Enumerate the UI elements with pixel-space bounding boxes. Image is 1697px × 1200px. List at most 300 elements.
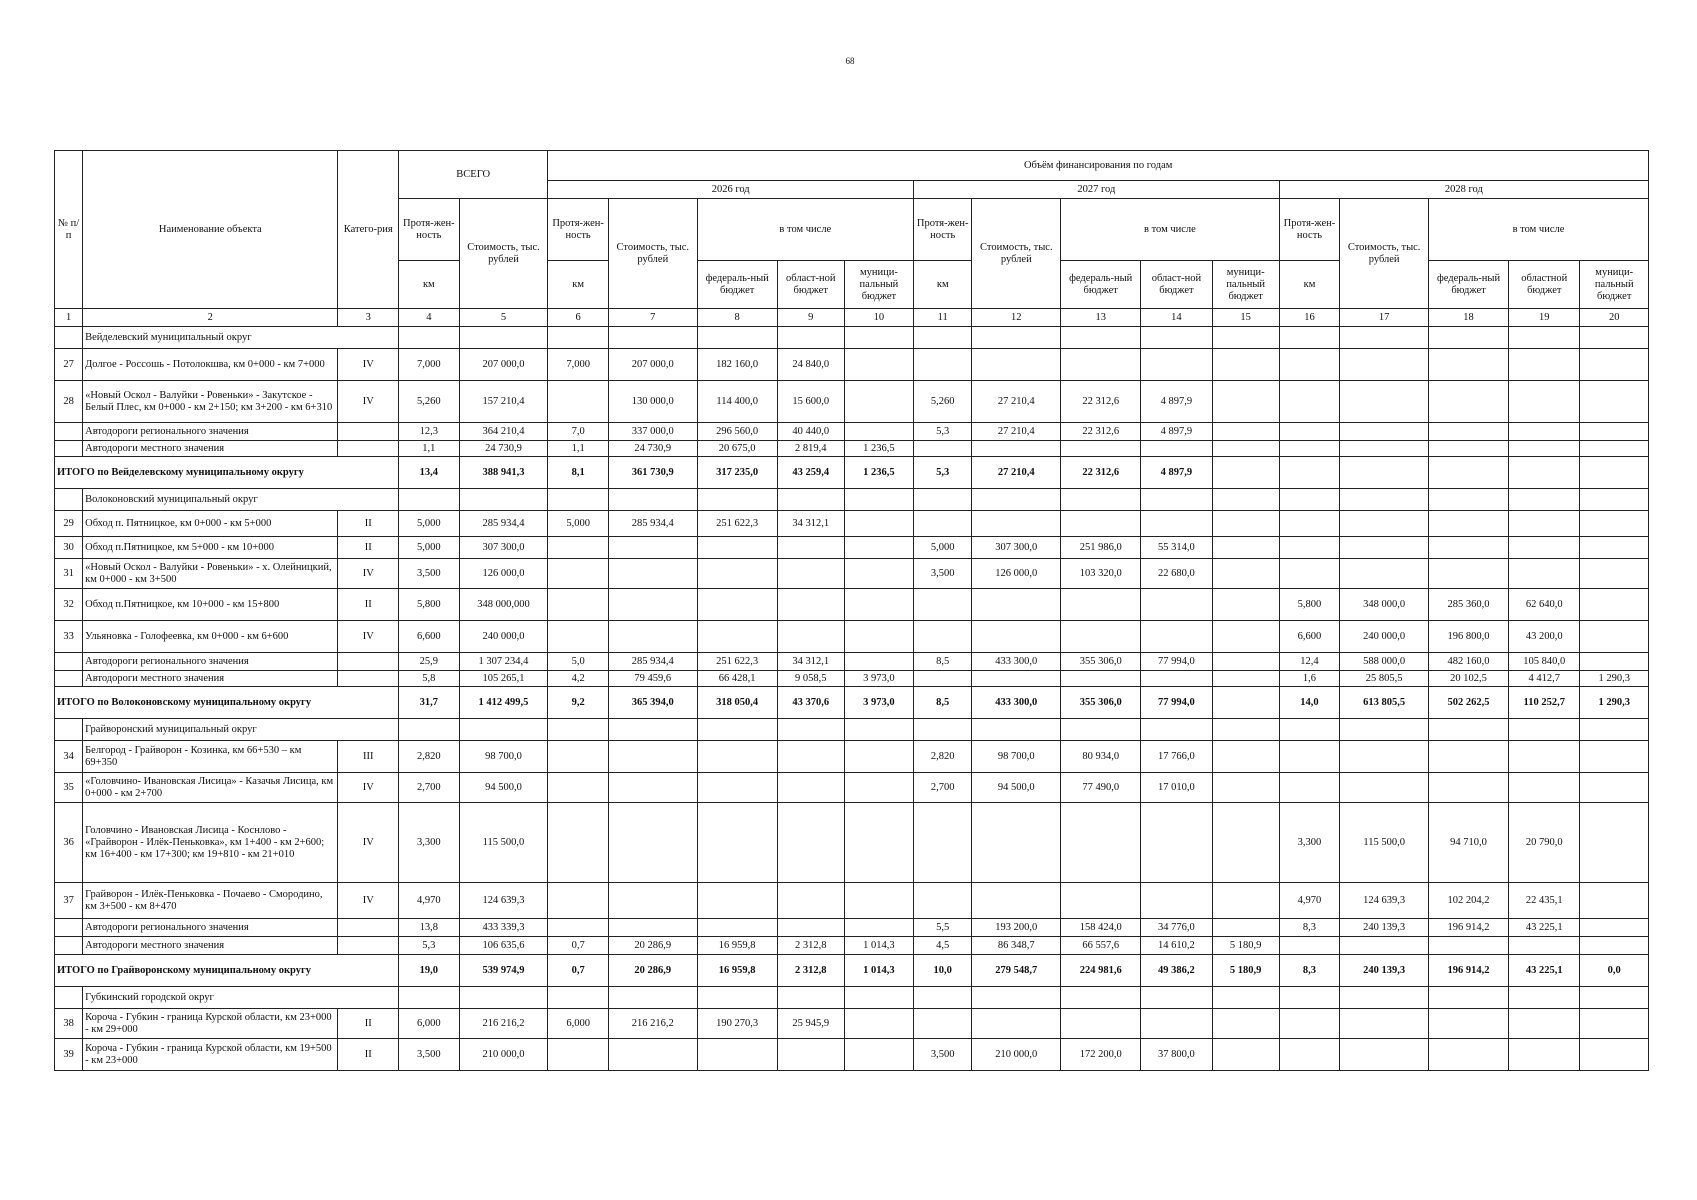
value-cell [1429, 349, 1509, 381]
value-cell [1429, 1039, 1509, 1071]
total-value-cell: 365 394,0 [608, 687, 697, 719]
value-cell [1340, 441, 1429, 457]
value-cell [1212, 741, 1279, 773]
header-km: км [914, 261, 972, 309]
value-cell: 22 680,0 [1141, 559, 1212, 589]
table-row [55, 621, 1649, 653]
header-incl: в том числе [1429, 199, 1649, 261]
value-cell [1429, 423, 1509, 441]
value-cell [972, 441, 1061, 457]
category-cell [338, 937, 399, 955]
value-cell: 3,500 [399, 559, 460, 589]
empty-cell [1279, 327, 1340, 349]
header-no: № п/п [55, 151, 83, 309]
empty-cell [844, 987, 913, 1009]
total-value-cell: 43 259,4 [777, 457, 844, 489]
value-cell [1279, 511, 1340, 537]
empty-cell [914, 987, 972, 1009]
total-value-cell: 16 959,8 [697, 955, 777, 987]
object-name: Автодороги регионального значения [83, 423, 338, 441]
header-cost: Стоимость, тыс. рублей [1340, 199, 1429, 309]
value-cell: 240 139,3 [1340, 919, 1429, 937]
total-value-cell: 4 897,9 [1141, 457, 1212, 489]
value-cell [1141, 349, 1212, 381]
header-length: Протя-жен-ность [548, 199, 609, 261]
value-cell: 1 307 234,4 [459, 653, 548, 671]
value-cell [1279, 441, 1340, 457]
value-cell [548, 381, 609, 423]
empty-cell [844, 719, 913, 741]
value-cell [1429, 537, 1509, 559]
header-length: Протя-жен-ность [399, 199, 460, 261]
table-row [55, 559, 1649, 589]
total-value-cell: 19,0 [399, 955, 460, 987]
value-cell [914, 349, 972, 381]
total-value-cell: 613 805,5 [1340, 687, 1429, 719]
value-cell [608, 621, 697, 653]
object-name: Ульяновка - Голофеевка, км 0+000 - км 6+600 [83, 621, 338, 653]
empty-cell [459, 987, 548, 1009]
total-value-cell: 43 225,1 [1509, 955, 1580, 987]
header-federal: федераль-ный бюджет [697, 261, 777, 309]
value-cell [1212, 671, 1279, 687]
empty-cell [1429, 719, 1509, 741]
row-number [55, 653, 83, 671]
header-funding: Объём финансирования по годам [548, 151, 1649, 181]
total-value-cell: 20 286,9 [608, 955, 697, 987]
value-cell [1340, 511, 1429, 537]
category-cell: II [338, 537, 399, 559]
empty-cell [1141, 489, 1212, 511]
value-cell: 1 014,3 [844, 937, 913, 955]
value-cell: 251 622,3 [697, 653, 777, 671]
header-regional: областной бюджет [1509, 261, 1580, 309]
empty-cell [1429, 489, 1509, 511]
value-cell [777, 741, 844, 773]
value-cell: 25 805,5 [1340, 671, 1429, 687]
value-cell: 2,820 [914, 741, 972, 773]
empty-cell [914, 719, 972, 741]
value-cell [1509, 423, 1580, 441]
value-cell [972, 621, 1061, 653]
value-cell [1212, 511, 1279, 537]
row-number [55, 937, 83, 955]
empty-cell [972, 719, 1061, 741]
value-cell: 2 819,4 [777, 441, 844, 457]
value-cell: 43 225,1 [1509, 919, 1580, 937]
value-cell [1279, 537, 1340, 559]
value-cell [697, 741, 777, 773]
value-cell [914, 883, 972, 919]
column-number: 5 [459, 309, 548, 327]
value-cell [972, 803, 1061, 883]
value-cell [1509, 741, 1580, 773]
value-cell [1509, 349, 1580, 381]
value-cell [1509, 537, 1580, 559]
value-cell [844, 621, 913, 653]
value-cell [1061, 621, 1141, 653]
value-cell: 25,9 [399, 653, 460, 671]
value-cell [777, 919, 844, 937]
value-cell: 66 428,1 [697, 671, 777, 687]
value-cell [844, 741, 913, 773]
value-cell [844, 511, 913, 537]
value-cell: 5,8 [399, 671, 460, 687]
value-cell: 6,000 [548, 1009, 609, 1039]
value-cell: 105 265,1 [459, 671, 548, 687]
object-name: Долгое - Россошь - Потолокшва, км 0+000 - км 7+000 [83, 349, 338, 381]
total-value-cell [1340, 457, 1429, 489]
value-cell: 8,5 [914, 653, 972, 671]
value-cell [1509, 381, 1580, 423]
value-cell: 20 286,9 [608, 937, 697, 955]
total-value-cell: 539 974,9 [459, 955, 548, 987]
header-cost: Стоимость, тыс. рублей [608, 199, 697, 309]
value-cell: 207 000,0 [608, 349, 697, 381]
value-cell [1429, 441, 1509, 457]
value-cell [844, 589, 913, 621]
category-cell [338, 919, 399, 937]
value-cell: 172 200,0 [1061, 1039, 1141, 1071]
value-cell [1061, 441, 1141, 457]
object-name: Грайворон - Илёк-Пеньковка - Почаево - Смородино, км 3+500 - км 8+470 [83, 883, 338, 919]
value-cell: 2 312,8 [777, 937, 844, 955]
total-value-cell: 1 290,3 [1580, 687, 1649, 719]
total-value-cell: 224 981,6 [1061, 955, 1141, 987]
value-cell [1429, 381, 1509, 423]
value-cell: 12,3 [399, 423, 460, 441]
value-cell: 364 210,4 [459, 423, 548, 441]
table-row [55, 423, 1649, 441]
value-cell: 1 236,5 [844, 441, 913, 457]
value-cell: 4,970 [1279, 883, 1340, 919]
value-cell [1212, 559, 1279, 589]
row-number: 31 [55, 559, 83, 589]
empty-cell [608, 719, 697, 741]
column-number: 6 [548, 309, 609, 327]
value-cell [697, 883, 777, 919]
value-cell [1580, 919, 1649, 937]
table-row [55, 883, 1649, 919]
value-cell: 3,300 [399, 803, 460, 883]
empty-cell [55, 987, 83, 1009]
value-cell: 106 635,6 [459, 937, 548, 955]
column-number: 19 [1509, 309, 1580, 327]
section-row [55, 987, 1649, 1009]
value-cell [1212, 537, 1279, 559]
header-regional: област-ной бюджет [777, 261, 844, 309]
total-value-cell: 110 252,7 [1509, 687, 1580, 719]
category-cell: IV [338, 621, 399, 653]
value-cell [1061, 671, 1141, 687]
value-cell [1212, 1039, 1279, 1071]
total-value-cell: 0,0 [1580, 955, 1649, 987]
value-cell [1212, 803, 1279, 883]
object-name: Обход п.Пятницкое, км 10+000 - км 15+800 [83, 589, 338, 621]
total-label: ИТОГО по Вейделевскому муниципальному округу [55, 457, 399, 489]
value-cell [1580, 773, 1649, 803]
value-cell [1580, 537, 1649, 559]
value-cell [844, 1039, 913, 1071]
total-value-cell: 1 236,5 [844, 457, 913, 489]
category-cell [338, 653, 399, 671]
total-value-cell: 1 014,3 [844, 955, 913, 987]
value-cell [697, 559, 777, 589]
empty-cell [1212, 327, 1279, 349]
row-number: 36 [55, 803, 83, 883]
total-value-cell: 1 412 499,5 [459, 687, 548, 719]
value-cell: 17 010,0 [1141, 773, 1212, 803]
value-cell: 5,800 [1279, 589, 1340, 621]
value-cell: 15 600,0 [777, 381, 844, 423]
table-row [55, 589, 1649, 621]
value-cell [777, 537, 844, 559]
value-cell: 5,260 [399, 381, 460, 423]
value-cell: 4 897,9 [1141, 423, 1212, 441]
category-cell: II [338, 511, 399, 537]
column-number: 1 [55, 309, 83, 327]
table-row [55, 381, 1649, 423]
value-cell [608, 1039, 697, 1071]
value-cell [1580, 349, 1649, 381]
value-cell: 348 000,000 [459, 589, 548, 621]
value-cell [1141, 803, 1212, 883]
value-cell [548, 559, 609, 589]
column-number: 8 [697, 309, 777, 327]
value-cell: 22 435,1 [1509, 883, 1580, 919]
empty-cell [844, 327, 913, 349]
value-cell [697, 919, 777, 937]
value-cell [1580, 1039, 1649, 1071]
value-cell: 115 500,0 [459, 803, 548, 883]
value-cell: 251 622,3 [697, 511, 777, 537]
value-cell [844, 773, 913, 803]
value-cell [1212, 883, 1279, 919]
category-cell: II [338, 1009, 399, 1039]
value-cell: 40 440,0 [777, 423, 844, 441]
value-cell: 285 934,4 [459, 511, 548, 537]
column-number: 16 [1279, 309, 1340, 327]
value-cell: 3 973,0 [844, 671, 913, 687]
total-value-cell [1509, 457, 1580, 489]
value-cell [697, 621, 777, 653]
value-cell: 9 058,5 [777, 671, 844, 687]
value-cell [1061, 589, 1141, 621]
header-cost: Стоимость, тыс. рублей [459, 199, 548, 309]
value-cell: 126 000,0 [972, 559, 1061, 589]
empty-cell [777, 987, 844, 1009]
empty-cell [459, 719, 548, 741]
value-cell [1141, 589, 1212, 621]
empty-cell [972, 327, 1061, 349]
value-cell: 285 360,0 [1429, 589, 1509, 621]
value-cell [1429, 1009, 1509, 1039]
row-number: 33 [55, 621, 83, 653]
value-cell [1340, 1039, 1429, 1071]
total-value-cell: 279 548,7 [972, 955, 1061, 987]
table-row [55, 671, 1649, 687]
value-cell: 12,4 [1279, 653, 1340, 671]
value-cell: 77 490,0 [1061, 773, 1141, 803]
value-cell: 14 610,2 [1141, 937, 1212, 955]
empty-cell [1340, 489, 1429, 511]
value-cell [1580, 621, 1649, 653]
value-cell [1580, 883, 1649, 919]
row-number: 34 [55, 741, 83, 773]
value-cell: 182 160,0 [697, 349, 777, 381]
object-name: Автодороги местного значения [83, 937, 338, 955]
total-value-cell: 49 386,2 [1141, 955, 1212, 987]
total-value-cell: 0,7 [548, 955, 609, 987]
value-cell: 66 557,6 [1061, 937, 1141, 955]
category-cell: IV [338, 883, 399, 919]
total-value-cell: 27 210,4 [972, 457, 1061, 489]
value-cell [608, 589, 697, 621]
object-name: «Головчино- Ивановская Лисица» - Казачья Лисица, км 0+000 - км 2+700 [83, 773, 338, 803]
value-cell [1279, 349, 1340, 381]
empty-cell [1509, 327, 1580, 349]
empty-cell [697, 489, 777, 511]
total-value-cell: 8,1 [548, 457, 609, 489]
value-cell: 5,5 [914, 919, 972, 937]
value-cell: 13,8 [399, 919, 460, 937]
column-number: 18 [1429, 309, 1509, 327]
object-name: «Новый Оскол - Валуйки - Ровеньки» - Закутское - Белый Плес, км 0+000 - км 2+150; км 3+200 - км 6+310 [83, 381, 338, 423]
value-cell: 240 000,0 [459, 621, 548, 653]
value-cell [1212, 621, 1279, 653]
total-value-cell: 240 139,3 [1340, 955, 1429, 987]
total-value-cell: 43 370,6 [777, 687, 844, 719]
header-length: Протя-жен-ность [1279, 199, 1340, 261]
value-cell: 307 300,0 [459, 537, 548, 559]
value-cell [608, 919, 697, 937]
empty-cell [1580, 327, 1649, 349]
empty-cell [1340, 327, 1429, 349]
value-cell: 196 914,2 [1429, 919, 1509, 937]
value-cell [1212, 919, 1279, 937]
value-cell [1141, 441, 1212, 457]
empty-cell [55, 327, 83, 349]
total-label: ИТОГО по Волоконовскому муниципальному округу [55, 687, 399, 719]
value-cell [844, 349, 913, 381]
value-cell: 296 560,0 [697, 423, 777, 441]
category-cell: IV [338, 803, 399, 883]
value-cell: 17 766,0 [1141, 741, 1212, 773]
empty-cell [55, 719, 83, 741]
row-number [55, 441, 83, 457]
value-cell: 3,500 [914, 1039, 972, 1071]
value-cell [1580, 423, 1649, 441]
value-cell [1340, 423, 1429, 441]
header-year-2028: 2028 год [1279, 181, 1648, 199]
total-value-cell: 433 300,0 [972, 687, 1061, 719]
value-cell: 5,000 [399, 537, 460, 559]
value-cell: 216 216,2 [459, 1009, 548, 1039]
value-cell: 3,500 [914, 559, 972, 589]
empty-cell [399, 327, 460, 349]
total-value-cell: 5 180,9 [1212, 955, 1279, 987]
value-cell [844, 883, 913, 919]
value-cell: 193 200,0 [972, 919, 1061, 937]
value-cell [548, 589, 609, 621]
table-row [55, 511, 1649, 537]
value-cell: 80 934,0 [1061, 741, 1141, 773]
total-value-cell: 3 973,0 [844, 687, 913, 719]
value-cell [1429, 773, 1509, 803]
column-number: 20 [1580, 309, 1649, 327]
category-cell [338, 423, 399, 441]
header-federal: федераль-ный бюджет [1429, 261, 1509, 309]
value-cell: 103 320,0 [1061, 559, 1141, 589]
total-value-cell [1212, 687, 1279, 719]
value-cell: 240 000,0 [1340, 621, 1429, 653]
value-cell [1212, 589, 1279, 621]
value-cell: 27 210,4 [972, 381, 1061, 423]
empty-cell [1141, 327, 1212, 349]
empty-cell [459, 489, 548, 511]
value-cell [1141, 883, 1212, 919]
value-cell: 2,700 [914, 773, 972, 803]
table-row [55, 1039, 1649, 1071]
total-label: ИТОГО по Грайворонскому муниципальному округу [55, 955, 399, 987]
section-row [55, 327, 1649, 349]
total-row [55, 687, 1649, 719]
total-value-cell: 22 312,6 [1061, 457, 1141, 489]
empty-cell [1212, 719, 1279, 741]
section-title: Волоконовский муниципальный округ [83, 489, 399, 511]
value-cell: 482 160,0 [1429, 653, 1509, 671]
value-cell [1212, 441, 1279, 457]
column-number: 4 [399, 309, 460, 327]
value-cell: 7,000 [399, 349, 460, 381]
empty-cell [548, 719, 609, 741]
value-cell: 2,700 [399, 773, 460, 803]
value-cell: 43 200,0 [1509, 621, 1580, 653]
empty-cell [1279, 719, 1340, 741]
table-row [55, 773, 1649, 803]
empty-cell [777, 719, 844, 741]
financing-table [54, 150, 1649, 1071]
value-cell: 210 000,0 [459, 1039, 548, 1071]
value-cell [697, 803, 777, 883]
value-cell: 24 730,9 [608, 441, 697, 457]
value-cell: 1 290,3 [1580, 671, 1649, 687]
value-cell: 114 400,0 [697, 381, 777, 423]
total-value-cell: 388 941,3 [459, 457, 548, 489]
value-cell [1340, 349, 1429, 381]
value-cell [1340, 1009, 1429, 1039]
object-name: Головчино - Ивановская Лисица - Коснлово - «Грайворон - Илёк-Пеньковка», км 1+400 - км 2+600; км 16+400 - км 17+300; км 19+810 - км 21+010 [83, 803, 338, 883]
value-cell: 5,3 [914, 423, 972, 441]
value-cell: 6,600 [1279, 621, 1340, 653]
value-cell: 37 800,0 [1141, 1039, 1212, 1071]
value-cell: 285 934,4 [608, 511, 697, 537]
header-length: Протя-жен-ность [914, 199, 972, 261]
value-cell [1509, 773, 1580, 803]
empty-cell [548, 327, 609, 349]
value-cell [608, 559, 697, 589]
value-cell [1429, 937, 1509, 955]
header-federal: федераль-ный бюджет [1061, 261, 1141, 309]
value-cell [972, 1009, 1061, 1039]
total-row [55, 955, 1649, 987]
value-cell [972, 883, 1061, 919]
value-cell: 20 790,0 [1509, 803, 1580, 883]
value-cell [1340, 741, 1429, 773]
object-name: Автодороги местного значения [83, 441, 338, 457]
total-value-cell: 196 914,2 [1429, 955, 1509, 987]
value-cell [608, 773, 697, 803]
